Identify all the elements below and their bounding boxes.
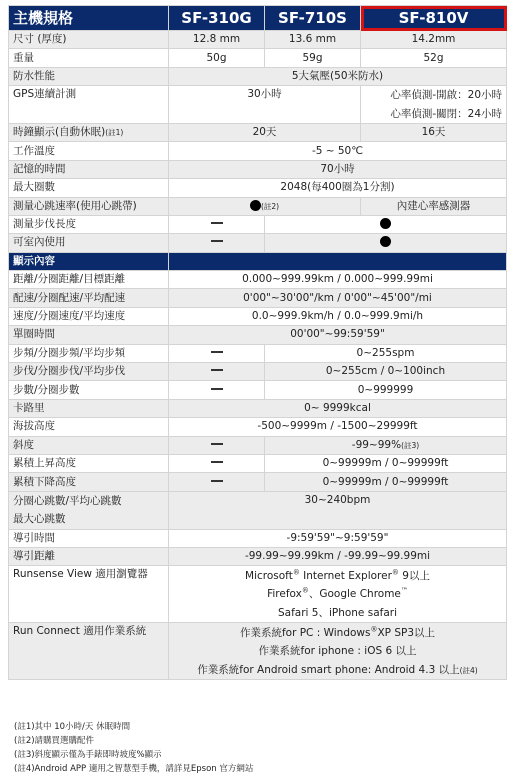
slope-value: -99~99% xyxy=(351,438,402,451)
row-label: 斜度 xyxy=(9,436,169,454)
table-row xyxy=(9,418,507,436)
cell-value xyxy=(169,197,361,215)
row-label: 步伐/分圈步伐/平均步伐 xyxy=(9,363,169,381)
row-label: GPS連續計測 xyxy=(9,86,169,124)
row-label: Runsense View 適用瀏覽器 xyxy=(9,566,169,623)
row-label: 防水性能 xyxy=(9,67,169,85)
model-sf810v-highlighted: SF-810V xyxy=(361,6,507,31)
cell-value: 0.0~999.9km/h / 0.0~999.9mi/h xyxy=(169,307,507,325)
table-row xyxy=(9,86,507,124)
gps-hr-off: 心率偵測-關閉：24小時 xyxy=(390,107,502,120)
cell-value: 0.000~999.99km / 0.000~999.99mi xyxy=(169,271,507,289)
cell-value xyxy=(169,363,265,381)
cell-value: 2048(每400圈為1分割) xyxy=(169,179,507,197)
footnote-4: (註4)Android APP 適用之智慧型手機，請詳見Epson 官方網站 xyxy=(14,764,254,774)
cell-value: 12.8 mm xyxy=(169,31,265,49)
row-label: 速度/分圈速度/平均速度 xyxy=(9,307,169,325)
row-label: 步頻/分圈步頻/平均步頻 xyxy=(9,344,169,362)
table-row xyxy=(9,31,507,49)
os-line-1 xyxy=(169,624,506,642)
browser-firefox: Firefox xyxy=(267,588,302,601)
table-row xyxy=(9,454,507,472)
cell-value xyxy=(169,454,265,472)
tm-mark: ™ xyxy=(400,586,408,595)
row-label: 工作溫度 xyxy=(9,142,169,160)
cell-value: 30~240bpm xyxy=(169,491,507,529)
section-header-row xyxy=(9,252,507,270)
gps-hr-on: 心率偵測-開啟：20小時 xyxy=(390,89,502,102)
cell-value xyxy=(361,86,507,124)
table-row xyxy=(9,399,507,417)
clock-label: 時鐘顯示(自動休眠) xyxy=(13,126,106,139)
not-supported-dash-icon xyxy=(211,369,223,371)
cell-value: 5大氣壓(50米防水) xyxy=(169,67,507,85)
table-row xyxy=(9,473,507,491)
table-row xyxy=(9,307,507,325)
table-row xyxy=(9,491,507,529)
table-row xyxy=(9,381,507,399)
cell-value: 59g xyxy=(265,49,361,67)
table-row xyxy=(9,123,507,141)
cell-value xyxy=(169,381,265,399)
row-label: 配速/分圈配速/平均配速 xyxy=(9,289,169,307)
not-supported-dash-icon xyxy=(211,222,223,224)
table-title: 主機規格 xyxy=(9,6,169,31)
table-row xyxy=(9,547,507,565)
cell-value: 0~99999m / 0~99999ft xyxy=(265,473,507,491)
table-row xyxy=(9,179,507,197)
browser-ie: Internet Explorer xyxy=(299,569,392,582)
table-row xyxy=(9,566,507,623)
cell-value: 14.2mm xyxy=(361,31,507,49)
cell-value: 0~255cm / 0~100inch xyxy=(265,363,507,381)
reg-mark: ® xyxy=(292,568,300,577)
os-line-2: 作業系統for iphone : iOS 6 以上 xyxy=(258,645,417,658)
row-label: 導引距離 xyxy=(9,547,169,565)
cell-value: 0~99999m / 0~99999ft xyxy=(265,454,507,472)
row-label: 可室內使用 xyxy=(9,234,169,252)
not-supported-dash-icon xyxy=(211,461,223,463)
row-label: 最大圈數 xyxy=(9,179,169,197)
cell-value xyxy=(169,623,507,680)
not-supported-dash-icon xyxy=(211,240,223,242)
table-row xyxy=(9,142,507,160)
reg-mark: ® xyxy=(301,586,309,595)
os-android: 作業系統for Android smart phone: Android 4.3 以上 xyxy=(197,663,460,676)
browser-ms: Microsoft xyxy=(245,569,293,582)
table-row xyxy=(9,363,507,381)
footnote-3: (註3)斜度顯示僅為手錶即時坡度%顯示 xyxy=(14,750,162,760)
table-row xyxy=(9,49,507,67)
row-label: 累積上昇高度 xyxy=(9,454,169,472)
header-row xyxy=(9,6,507,31)
row-label: Run Connect 適用作業系統 xyxy=(9,623,169,680)
row-label: 重量 xyxy=(9,49,169,67)
reg-mark: ® xyxy=(391,568,399,577)
footnote-ref: (註3) xyxy=(401,440,420,450)
row-label: 距離/分圈距離/目標距離 xyxy=(9,271,169,289)
row-label: 導引時間 xyxy=(9,529,169,547)
row-label: 卡路里 xyxy=(9,399,169,417)
footnotes xyxy=(14,720,494,776)
cell-value: -99.99~99.99km / -99.99~99.99mi xyxy=(169,547,507,565)
hr-label-1: 分圈心跳數/平均心跳數 xyxy=(13,494,122,507)
browser-chrome: 、Google Chrome xyxy=(308,588,401,601)
table-row xyxy=(9,234,507,252)
row-label xyxy=(9,123,169,141)
table-row xyxy=(9,271,507,289)
table-row xyxy=(9,67,507,85)
supported-dot-icon xyxy=(250,200,261,211)
table-row xyxy=(9,215,507,233)
footnote-ref: (註4) xyxy=(459,665,478,675)
cell-value: 0~999999 xyxy=(265,381,507,399)
row-label: 測量步伐長度 xyxy=(9,215,169,233)
cell-value: 52g xyxy=(361,49,507,67)
table-row xyxy=(9,326,507,344)
row-label: 步數/分圈步數 xyxy=(9,381,169,399)
hr-label-2: 最大心跳數 xyxy=(13,513,66,526)
browser-line-3: Safari 5、iPhone safari xyxy=(277,606,398,619)
cell-value: 0~ 9999kcal xyxy=(169,399,507,417)
footnote-2: (註2)請購買選購配件 xyxy=(14,736,95,746)
row-label: 尺寸 (厚度) xyxy=(9,31,169,49)
section-header-fill xyxy=(169,252,507,270)
reg-mark: ® xyxy=(370,625,378,634)
supported-dot-icon xyxy=(380,218,391,229)
cell-value: 00'00"~99:59'59" xyxy=(169,326,507,344)
supported-dot-icon xyxy=(380,236,391,247)
section-title: 顯示內容 xyxy=(9,252,169,270)
cell-value xyxy=(169,436,265,454)
browser-line-2 xyxy=(169,585,506,603)
browser-line-1 xyxy=(169,567,506,585)
cell-value xyxy=(169,234,265,252)
not-supported-dash-icon xyxy=(211,388,223,390)
not-supported-dash-icon xyxy=(211,351,223,353)
os-pc-version: XP SP3以上 xyxy=(377,626,436,639)
table-row xyxy=(9,529,507,547)
cell-value: 13.6 mm xyxy=(265,31,361,49)
cell-value: 30小時 xyxy=(169,86,361,124)
row-label: 海拔高度 xyxy=(9,418,169,436)
cell-value xyxy=(169,473,265,491)
cell-value: -9:59'59"~9:59'59" xyxy=(169,529,507,547)
model-sf710s: SF-710S xyxy=(265,6,361,31)
cell-value xyxy=(265,215,507,233)
row-label: 累積下降高度 xyxy=(9,473,169,491)
cell-value: -500~9999m / -1500~29999ft xyxy=(169,418,507,436)
cell-value xyxy=(169,215,265,233)
row-label: 記憶的時間 xyxy=(9,160,169,178)
cell-value: 0'00"~30'00"/km / 0'00"~45'00"/mi xyxy=(169,289,507,307)
not-supported-dash-icon xyxy=(211,443,223,445)
os-pc: 作業系統for PC : Windows xyxy=(239,626,371,639)
browser-ie-version: 9以上 xyxy=(398,569,430,582)
row-label xyxy=(9,491,169,529)
footnote-1: (註1)其中 10小時/天 休眠時間 xyxy=(14,722,131,732)
table-row xyxy=(9,197,507,215)
os-line-3 xyxy=(169,661,506,679)
cell-value xyxy=(169,566,507,623)
cell-value: 內建心率感測器 xyxy=(361,197,507,215)
not-supported-dash-icon xyxy=(211,480,223,482)
cell-value: 16天 xyxy=(361,123,507,141)
table-row xyxy=(9,160,507,178)
cell-value xyxy=(265,234,507,252)
footnote-ref: (註2) xyxy=(260,201,280,211)
row-label: 單圈時間 xyxy=(9,326,169,344)
model-sf310g: SF-310G xyxy=(169,6,265,31)
cell-value xyxy=(265,436,507,454)
spec-table xyxy=(8,5,507,680)
row-label: 測量心跳速率(使用心跳帶) xyxy=(9,197,169,215)
cell-value: 50g xyxy=(169,49,265,67)
cell-value xyxy=(169,344,265,362)
table-row xyxy=(9,344,507,362)
cell-value: -5 ~ 50℃ xyxy=(169,142,507,160)
cell-value: 70小時 xyxy=(169,160,507,178)
table-row xyxy=(9,623,507,680)
footnote-ref: (註1) xyxy=(105,128,124,138)
cell-value: 20天 xyxy=(169,123,361,141)
cell-value: 0~255spm xyxy=(265,344,507,362)
table-row xyxy=(9,289,507,307)
table-row xyxy=(9,436,507,454)
